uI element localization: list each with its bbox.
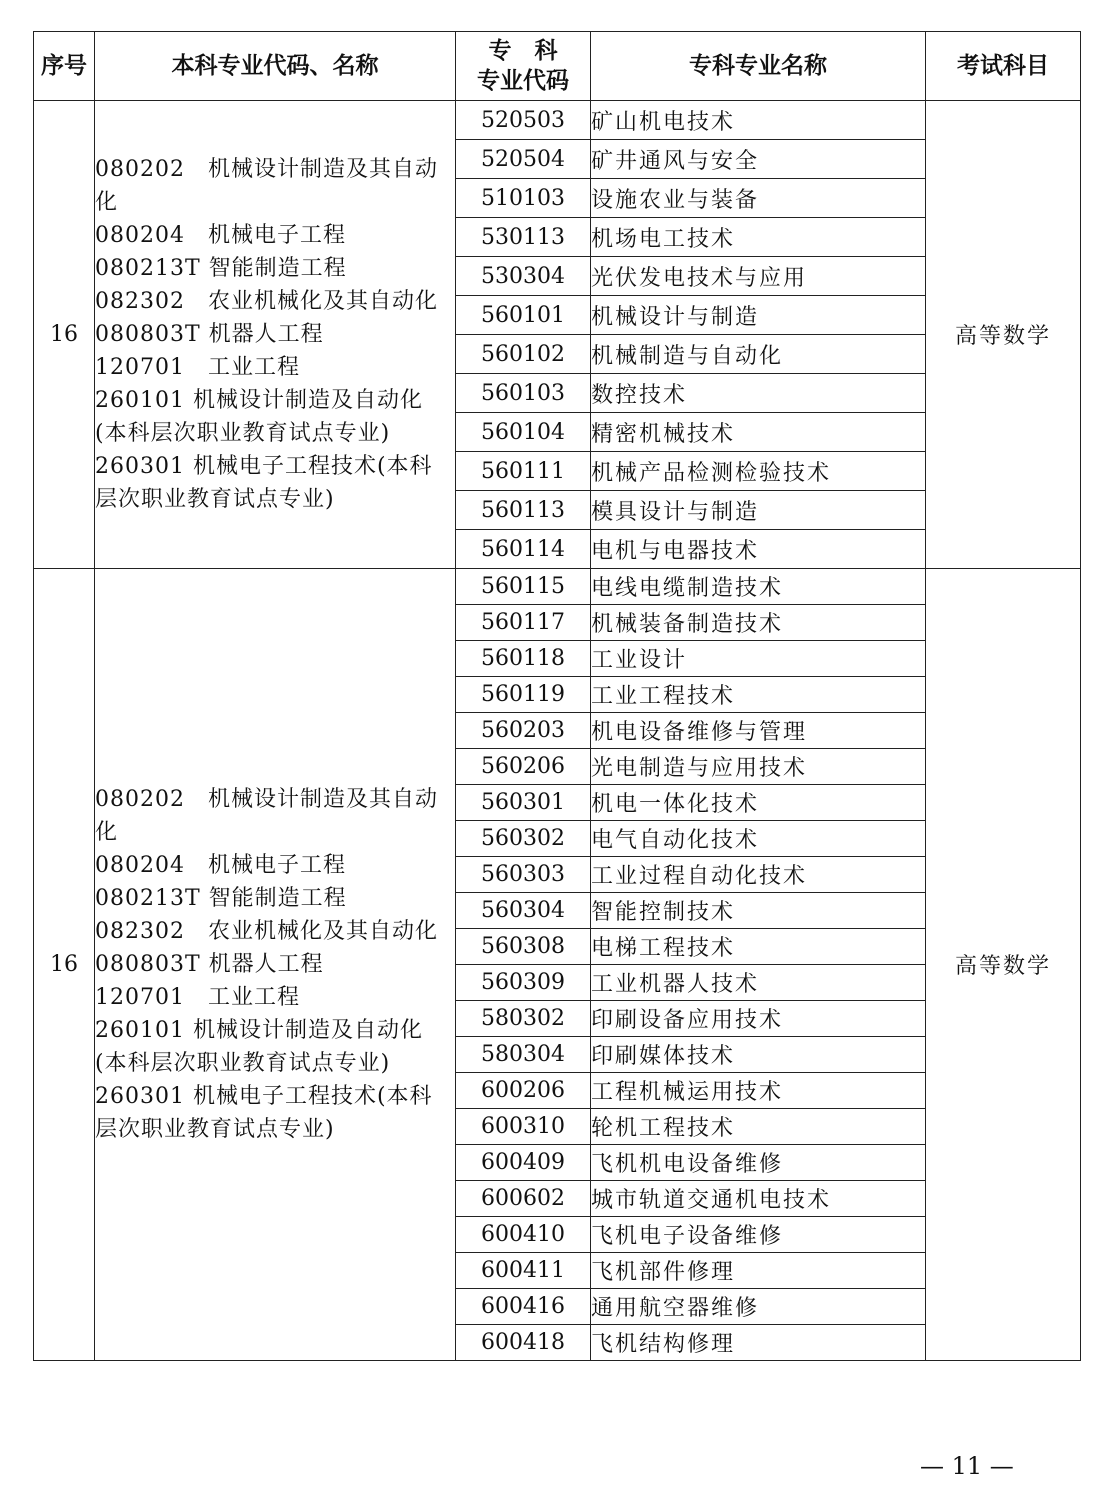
associate-name: 机械设计与制造 bbox=[591, 296, 926, 335]
associate-code: 560301 bbox=[456, 785, 591, 821]
associate-name: 机场电工技术 bbox=[591, 218, 926, 257]
associate-code: 560102 bbox=[456, 335, 591, 374]
associate-name: 电梯工程技术 bbox=[591, 929, 926, 965]
associate-code: 560111 bbox=[456, 452, 591, 491]
associate-name: 飞机机电设备维修 bbox=[591, 1145, 926, 1181]
bachelor-major-line: 080803T 机器人工程 bbox=[95, 322, 324, 347]
associate-name: 精密机械技术 bbox=[591, 413, 926, 452]
associate-name: 机械产品检测检验技术 bbox=[591, 452, 926, 491]
exam-subject: 高等数学 bbox=[926, 569, 1081, 1361]
header-code: 专 科 专业代码 bbox=[456, 32, 591, 101]
bachelor-major-line: 120701 工业工程 bbox=[95, 355, 300, 380]
associate-name: 电机与电器技术 bbox=[591, 530, 926, 569]
associate-code: 560304 bbox=[456, 893, 591, 929]
associate-code: 560303 bbox=[456, 857, 591, 893]
header-name: 专科专业名称 bbox=[591, 32, 926, 101]
associate-name: 轮机工程技术 bbox=[591, 1109, 926, 1145]
associate-code: 530113 bbox=[456, 218, 591, 257]
majors-table bbox=[33, 31, 1081, 1361]
associate-name: 数控技术 bbox=[591, 374, 926, 413]
associate-name: 印刷设备应用技术 bbox=[591, 1001, 926, 1037]
associate-code: 560119 bbox=[456, 677, 591, 713]
associate-code: 600418 bbox=[456, 1325, 591, 1361]
bachelor-major-line: 082302 农业机械化及其自动化 bbox=[95, 919, 438, 944]
associate-code: 560115 bbox=[456, 569, 591, 605]
associate-name: 飞机部件修理 bbox=[591, 1253, 926, 1289]
exam-subject: 高等数学 bbox=[926, 101, 1081, 569]
associate-code: 600410 bbox=[456, 1217, 591, 1253]
associate-name: 智能控制技术 bbox=[591, 893, 926, 929]
associate-name: 飞机结构修理 bbox=[591, 1325, 926, 1361]
bachelor-major-line: 260101 机械设计制造及自动化(本科层次职业教育试点专业) bbox=[95, 1018, 423, 1076]
associate-code: 580304 bbox=[456, 1037, 591, 1073]
associate-code: 600602 bbox=[456, 1181, 591, 1217]
associate-name: 工业机器人技术 bbox=[591, 965, 926, 1001]
associate-code: 580302 bbox=[456, 1001, 591, 1037]
associate-name: 工业过程自动化技术 bbox=[591, 857, 926, 893]
associate-name: 设施农业与装备 bbox=[591, 179, 926, 218]
table-body bbox=[34, 101, 1081, 1361]
header-row bbox=[34, 32, 1081, 101]
table-row bbox=[34, 569, 1081, 605]
associate-code: 560118 bbox=[456, 641, 591, 677]
associate-name: 机电设备维修与管理 bbox=[591, 713, 926, 749]
bachelor-major-line: 260101 机械设计制造及自动化(本科层次职业教育试点专业) bbox=[95, 388, 423, 446]
associate-name: 矿山机电技术 bbox=[591, 101, 926, 140]
associate-name: 机电一体化技术 bbox=[591, 785, 926, 821]
associate-name: 电气自动化技术 bbox=[591, 821, 926, 857]
bachelor-major-line: 120701 工业工程 bbox=[95, 985, 300, 1010]
associate-name: 通用航空器维修 bbox=[591, 1289, 926, 1325]
bachelor-major-line: 080803T 机器人工程 bbox=[95, 952, 324, 977]
bachelor-major-line: 080204 机械电子工程 bbox=[95, 853, 346, 878]
associate-code: 600206 bbox=[456, 1073, 591, 1109]
associate-code: 600411 bbox=[456, 1253, 591, 1289]
bachelor-major-line: 080213T 智能制造工程 bbox=[95, 256, 347, 281]
associate-code: 530304 bbox=[456, 257, 591, 296]
table-row bbox=[34, 101, 1081, 140]
associate-code: 560101 bbox=[456, 296, 591, 335]
associate-code: 520504 bbox=[456, 140, 591, 179]
bachelor-major-line: 080202 机械设计制造及其自动化 bbox=[95, 787, 438, 845]
associate-code: 600409 bbox=[456, 1145, 591, 1181]
associate-name: 电线电缆制造技术 bbox=[591, 569, 926, 605]
associate-code: 560114 bbox=[456, 530, 591, 569]
associate-name: 光电制造与应用技术 bbox=[591, 749, 926, 785]
associate-code: 560103 bbox=[456, 374, 591, 413]
associate-code: 520503 bbox=[456, 101, 591, 140]
associate-name: 模具设计与制造 bbox=[591, 491, 926, 530]
associate-name: 矿井通风与安全 bbox=[591, 140, 926, 179]
header-bachelor: 本科专业代码、名称 bbox=[95, 32, 456, 101]
bachelor-majors bbox=[95, 569, 456, 1361]
associate-code: 560203 bbox=[456, 713, 591, 749]
associate-code: 560206 bbox=[456, 749, 591, 785]
associate-name: 机械装备制造技术 bbox=[591, 605, 926, 641]
bachelor-major-line: 080204 机械电子工程 bbox=[95, 223, 346, 248]
associate-name: 飞机电子设备维修 bbox=[591, 1217, 926, 1253]
associate-name: 工程机械运用技术 bbox=[591, 1073, 926, 1109]
bachelor-major-line: 260301 机械电子工程技术(本科层次职业教育试点专业) bbox=[95, 1084, 433, 1142]
associate-name: 机械制造与自动化 bbox=[591, 335, 926, 374]
associate-name: 印刷媒体技术 bbox=[591, 1037, 926, 1073]
associate-name: 光伏发电技术与应用 bbox=[591, 257, 926, 296]
associate-code: 560302 bbox=[456, 821, 591, 857]
associate-code: 510103 bbox=[456, 179, 591, 218]
associate-code: 560117 bbox=[456, 605, 591, 641]
associate-code: 600416 bbox=[456, 1289, 591, 1325]
group-seq: 16 bbox=[34, 569, 95, 1361]
bachelor-major-line: 080202 机械设计制造及其自动化 bbox=[95, 157, 438, 215]
bachelor-majors bbox=[95, 101, 456, 569]
associate-code: 560309 bbox=[456, 965, 591, 1001]
associate-code: 560113 bbox=[456, 491, 591, 530]
bachelor-major-line: 080213T 智能制造工程 bbox=[95, 886, 347, 911]
associate-code: 560308 bbox=[456, 929, 591, 965]
associate-code: 560104 bbox=[456, 413, 591, 452]
header-exam: 考试科目 bbox=[926, 32, 1081, 101]
associate-name: 工业工程技术 bbox=[591, 677, 926, 713]
header-seq: 序号 bbox=[34, 32, 95, 101]
associate-name: 城市轨道交通机电技术 bbox=[591, 1181, 926, 1217]
bachelor-major-line: 082302 农业机械化及其自动化 bbox=[95, 289, 438, 314]
page-number: — 11 — bbox=[920, 1452, 1014, 1480]
group-seq: 16 bbox=[34, 101, 95, 569]
bachelor-major-line: 260301 机械电子工程技术(本科层次职业教育试点专业) bbox=[95, 454, 433, 512]
associate-code: 600310 bbox=[456, 1109, 591, 1145]
associate-name: 工业设计 bbox=[591, 641, 926, 677]
